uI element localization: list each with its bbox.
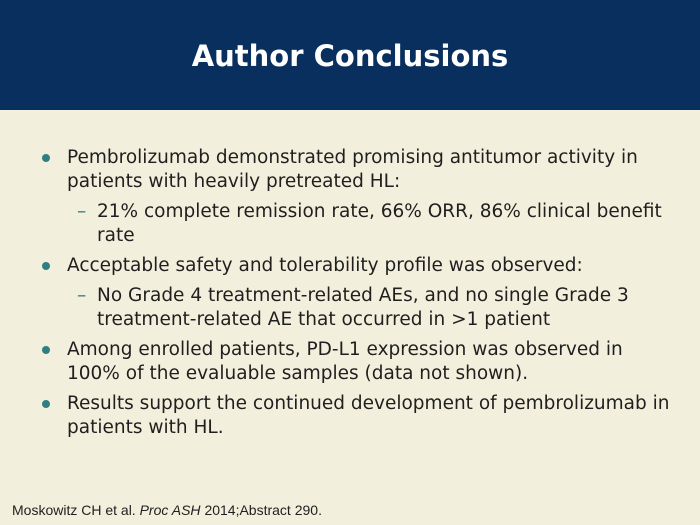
- sub-bullet-text: No Grade 4 treatment-related AEs, and no single Grade 3 treatment-related AE that occurred in >1 patient: [97, 285, 629, 330]
- bullet-text: Pembrolizumab demonstrated promising antitumor activity in patients with heavily pretreated HL:: [67, 147, 638, 192]
- bullet-dot-icon: [42, 154, 50, 162]
- bullet-item: [40, 146, 670, 194]
- bullet-list: [40, 146, 670, 446]
- citation-footer: [12, 501, 322, 519]
- bullet-text: Among enrolled patients, PD-L1 expression was observed in 100% of the evaluable samples (data not shown).: [67, 339, 623, 384]
- sub-bullet-item: [40, 200, 670, 248]
- bullet-text: Acceptable safety and tolerability profile was observed:: [67, 255, 583, 276]
- dash-icon: –: [77, 285, 87, 306]
- dash-icon: –: [77, 201, 87, 222]
- sub-bullet-item: [40, 284, 670, 332]
- citation-authors: Moskowitz CH et al.: [12, 502, 136, 518]
- bullet-item: [40, 338, 670, 386]
- bullet-item: [40, 392, 670, 440]
- sub-bullet-text: 21% complete remission rate, 66% ORR, 86% clinical benefit rate: [97, 201, 662, 246]
- citation-journal: Proc ASH: [139, 502, 201, 518]
- bullet-text: Results support the continued development of pembrolizumab in patients with HL.: [67, 393, 670, 438]
- citation-details: 2014;Abstract 290.: [204, 502, 322, 518]
- bullet-dot-icon: [42, 262, 50, 270]
- slide-title: Author Conclusions: [191, 39, 509, 73]
- bullet-item: [40, 254, 670, 278]
- bullet-dot-icon: [42, 400, 50, 408]
- bullet-dot-icon: [42, 346, 50, 354]
